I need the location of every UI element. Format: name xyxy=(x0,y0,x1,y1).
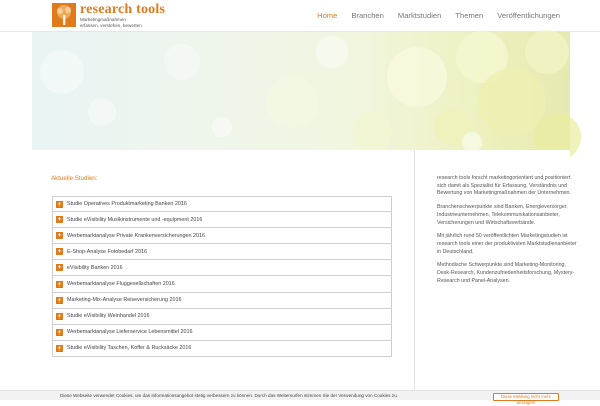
about-paragraph: Methodische Schwerpunkte sind Marketing-Monitoring, Desk-Research, Kundenzufriedenheitsforschung, Mystery-Research und Panel-Analysen. xyxy=(437,262,575,284)
nav-veroeffentlichungen[interactable]: Veröffentlichungen xyxy=(497,11,560,20)
study-item[interactable] xyxy=(52,244,392,260)
study-item[interactable] xyxy=(52,260,392,276)
study-item[interactable] xyxy=(52,276,392,292)
study-label: E-Shop-Analyse Fotobedarf 2016 xyxy=(67,248,148,255)
studies-list xyxy=(52,196,392,357)
plus-icon: + xyxy=(57,248,62,256)
logo-subtitle-line-1: Marketingmaßnahmen xyxy=(80,17,126,22)
hero-banner xyxy=(32,32,570,150)
plus-icon: + xyxy=(57,328,62,336)
study-item[interactable] xyxy=(52,325,392,341)
plus-icon: + xyxy=(57,200,62,208)
about-paragraph: Branchenschwerpunkte sind Banken, Energieversorger, Industrieunternehmen, Telekommunikationsanbieter, Versicherungen und Wirtschaftsverbände. xyxy=(437,204,568,226)
site-header xyxy=(0,0,600,32)
cookie-dismiss-button[interactable]: Diese Meldung nicht mehr anzeigen! xyxy=(493,393,559,401)
study-item[interactable] xyxy=(52,341,392,357)
logo-subtitle-line-2: erfassen, verstehen, bewerten xyxy=(80,23,142,29)
cookie-notice-text: Diese Webseite verwendet Cookies, um das Informationsangebot stetig verbessern zu können. Durch das Weitersurfen stimmen Sie der Verwendung von Cookies zu. xyxy=(60,393,398,398)
study-item[interactable] xyxy=(52,293,392,309)
logo-tree-icon xyxy=(52,3,76,27)
study-label: Werbemarktanalyse Fluggesellschaften 2016 xyxy=(67,281,175,288)
about-paragraph: research tools forscht marketingorientiert und positioniert sich damit als Spezialist für Erfassung, Verständnis und Bewertung von Marketingmaßnahmen der Unternehmen. xyxy=(437,175,571,197)
study-label: Studie eVisibility Musikinstrumente und -equipment 2016 xyxy=(67,216,203,223)
study-item[interactable] xyxy=(52,196,392,212)
study-label: Studie Operatives Produktmarketing Banken 2016 xyxy=(67,201,187,208)
study-label: Studie eVisibility Taschen, Koffer & Rucksäcke 2016 xyxy=(67,345,192,352)
nav-marktstudien[interactable]: Marktstudien xyxy=(397,11,442,20)
nav-themen[interactable]: Themen xyxy=(455,11,484,20)
plus-icon: + xyxy=(57,280,62,288)
study-label: Marketing-Mix-Analyse Reiseversicherung 2016 xyxy=(67,297,182,304)
logo-title: research tools xyxy=(80,2,166,17)
plus-icon: + xyxy=(57,232,62,240)
plus-icon: + xyxy=(57,296,62,304)
nav-branchen[interactable]: Branchen xyxy=(351,11,384,20)
study-label: Werbemarktanalyse Lieferservice Lebensmittel 2016 xyxy=(67,329,193,336)
study-label: Werbemarktanalyse Private Krankenversicherungen 2016 xyxy=(67,232,206,239)
plus-icon: + xyxy=(57,344,62,352)
about-paragraph: Mit jährlich rund 50 veröffentlichten Marketingstudien ist research tools einer der produktivsten Marktstudienanbieter in Deutschland. xyxy=(437,233,577,255)
bokeh-background-image xyxy=(32,32,570,150)
study-item[interactable] xyxy=(52,309,392,325)
study-item[interactable] xyxy=(52,228,392,244)
study-item[interactable] xyxy=(52,212,392,228)
plus-icon: + xyxy=(57,216,62,224)
site-logo[interactable] xyxy=(52,3,165,29)
plus-icon: + xyxy=(57,264,62,272)
nav-home[interactable]: Home xyxy=(317,11,338,20)
study-label: eVisibility Banken 2016 xyxy=(67,264,123,271)
main-navigation xyxy=(317,11,560,20)
column-divider xyxy=(414,150,415,390)
about-sidebar xyxy=(437,175,577,291)
studies-heading: Aktuelle Studien: xyxy=(51,175,98,182)
study-label: Studie eVisibility Weinhandel 2016 xyxy=(67,313,150,320)
cookie-banner xyxy=(0,390,600,405)
plus-icon: + xyxy=(57,312,62,320)
